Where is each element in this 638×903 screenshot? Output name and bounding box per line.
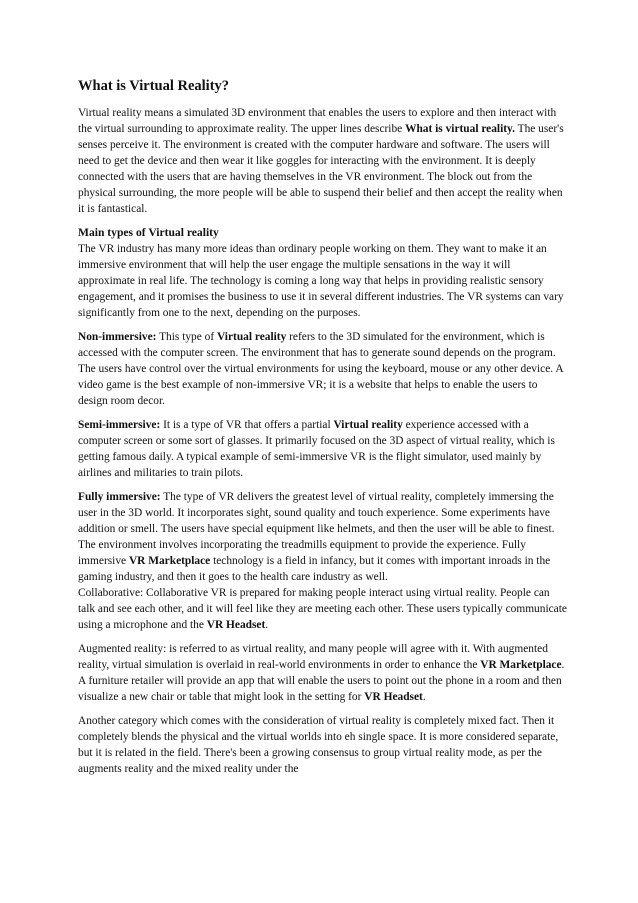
fully-immersive-paragraph <box>78 489 568 633</box>
intro-text-2: The user's senses perceive it. The environment is created with the computer hardware and software. The users will need to get the device and then wear it like goggles for interacting with the environment. It is deeply connected with the users that are having themselves in the VR environment. The block out from the physical surrounding, the more people will be able to suspend their belief and then accept the reality when it is fantastical. <box>78 123 564 215</box>
fully-immersive-label: Fully immersive: <box>78 491 161 503</box>
intro-text-1: Virtual reality means a simulated 3D environment that enables the users to explore and then interact with the virtual surrounding to approximate reality. The upper lines describe <box>78 107 557 135</box>
main-types-paragraph: The VR industry has many more ideas than ordinary people working on them. They want to make it an immersive environment that will help the user engage the multiple sensations in the way it will approximate in real life. The technology is coming a long way that helps in providing realistic sensory engagement, and it promises the business to use it in several different industries. The VR systems can vary significantly from one to the next, depending on the purposes. <box>78 243 564 319</box>
semi-immersive-label: Semi-immersive: <box>78 419 161 431</box>
non-immersive-text-1: This type of <box>156 331 217 343</box>
main-types-heading: Main types of Virtual reality <box>78 226 219 239</box>
fully-immersive-text-1: The type of VR delivers the greatest level of virtual reality, completely immersing the user in the 3D world. It incorporates sight, sound quality and touch experience. Some experiments have addition or smell. The users have special equipment like helmets, and then the user will be able to finest. The environment involves incorporating the treadmills equipment to provide the experience. Fully immersive <box>78 491 555 567</box>
semi-immersive-text-1: It is a type of VR that offers a partial <box>160 419 334 431</box>
augmented-bold-term-1: VR Marketplace <box>480 659 562 671</box>
intro-paragraph <box>78 105 568 217</box>
augmented-text-3: . <box>422 691 426 703</box>
augmented-bold-term-2: VR Headset <box>364 691 423 703</box>
augmented-text-2: . A furniture retailer will provide an app that will enable the users to point out the phone in a room and then visualize a new chair or table that might look in the setting for <box>78 659 565 703</box>
collaborative-bold-term: VR Headset <box>206 619 266 631</box>
non-immersive-label: Non-immersive: <box>78 331 157 343</box>
fully-immersive-bold-term: VR Marketplace <box>128 555 211 567</box>
intro-bold-phrase: What is virtual reality. <box>405 123 515 135</box>
page-title: What is Virtual Reality? <box>78 78 230 94</box>
collaborative-text-1: Collaborative: Collaborative VR is prepared for making people interact using virtual reality. People can talk and see each other, and it will feel like they are meeting each other. These users typically communicate using a microphone and the <box>78 587 567 631</box>
non-immersive-bold-term: Virtual reality <box>217 331 287 343</box>
semi-immersive-bold-term: Virtual reality <box>333 419 403 431</box>
non-immersive-text-2: refers to the 3D simulated for the environment, which is accessed with the computer screen. The environment that has to generate sound depends on the program. The users have control over the virtual environments for using the keyboard, mouse or any other device. A video game is the best example of non-immersive VR; it is a website that helps to enable the users to design room decor. <box>78 331 563 407</box>
fully-immersive-text-2: technology is a field in infancy, but it comes with important inroads in the gaming industry, and then it goes to the health care industry as well. <box>78 555 551 583</box>
semi-immersive-paragraph <box>78 417 568 481</box>
document-body <box>78 77 568 785</box>
collaborative-text-2: . <box>265 619 269 631</box>
augmented-paragraph <box>78 641 568 705</box>
augmented-text-1: Augmented reality: is referred to as virtual reality, and many people will agree with it. With augmented reality, virtual simulation is overlaid in real-world environments in order to enhance the <box>78 643 548 671</box>
non-immersive-paragraph <box>78 329 568 409</box>
semi-immersive-text-2: experience accessed with a computer screen or some sort of glasses. It primarily focused on the 3D aspect of virtual reality, which is getting famous daily. A typical example of semi-immersive VR is the flight simulator, used mainly by airlines and militaries to train pilots. <box>78 419 555 479</box>
mixed-reality-paragraph: Another category which comes with the consideration of virtual reality is completely mixed fact. Then it completely blends the physical and the virtual worlds into eh single space. It is more considered separate, but it is related in the field. There's been a growing consensus to group virtual reality mode, as per the augments reality and the mixed reality under the <box>78 715 559 775</box>
